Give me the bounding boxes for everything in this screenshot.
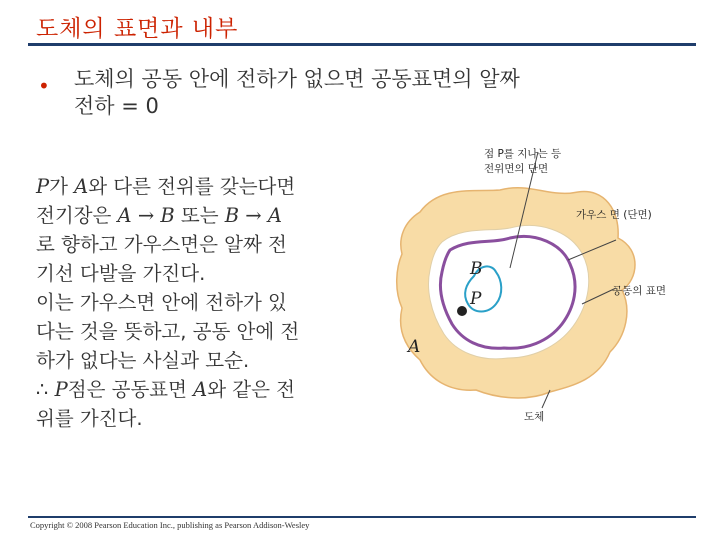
explanation-line-4: 기선 다발을 가진다. bbox=[36, 262, 206, 285]
copyright-notice: Copyright © 2008 Pearson Education Inc., publishing as Pearson Addison-Wesley bbox=[30, 520, 310, 530]
text-fragment: 점은 공동표면 bbox=[67, 378, 194, 401]
equipotential-label bbox=[484, 147, 561, 177]
text-fragment: 와 다른 전위를 갖는다면 bbox=[88, 175, 296, 198]
therefore-symbol: ∴ bbox=[36, 378, 55, 401]
text-fragment: 와 같은 전 bbox=[207, 378, 295, 401]
bullet-marker: • bbox=[38, 74, 50, 98]
point-p-label: P bbox=[470, 289, 482, 309]
explanation-line-8 bbox=[36, 375, 366, 404]
direction-b-to-a: B → A bbox=[224, 204, 282, 227]
explanation-text bbox=[36, 172, 366, 433]
equipotential-label-line-1: 점 P를 지나는 등 bbox=[484, 148, 562, 160]
symbol-a: A bbox=[74, 175, 89, 198]
gaussian-surface-label: 가우스 면 (단면) bbox=[576, 209, 652, 221]
explanation-line-1 bbox=[36, 172, 366, 201]
equipotential-label-line-2: 전위면의 단면 bbox=[484, 163, 549, 175]
title-divider bbox=[28, 43, 696, 46]
conductor-label: 도체 bbox=[524, 411, 545, 423]
point-p-marker bbox=[457, 306, 467, 316]
explanation-line-5: 이는 가우스면 안에 전하가 있 bbox=[36, 291, 287, 314]
explanation-line-6: 다는 것을 뜻하고, 공동 안에 전 bbox=[36, 320, 300, 343]
symbol-p: P bbox=[36, 175, 50, 198]
bullet-line-1: 도체의 공동 안에 전하가 없으면 공동표면의 알짜 bbox=[74, 67, 520, 91]
footer-divider bbox=[28, 516, 696, 518]
cavity-surface-label: 공동의 표면 bbox=[612, 285, 667, 297]
explanation-line-3: 로 향하고 가우스면은 알짜 전 bbox=[36, 233, 287, 256]
explanation-line-9: 위를 가진다. bbox=[36, 407, 143, 430]
point-b-label: B bbox=[470, 259, 483, 279]
symbol-p: P bbox=[54, 378, 68, 401]
bullet-text bbox=[74, 66, 694, 120]
direction-a-to-b: A → B bbox=[117, 204, 175, 227]
point-a-label: A bbox=[408, 337, 421, 357]
cavity-diagram bbox=[380, 140, 700, 440]
slide-title: 도체의 표면과 내부 bbox=[36, 16, 239, 42]
text-fragment: 전기장은 bbox=[36, 204, 118, 227]
text-fragment: 또는 bbox=[174, 204, 225, 227]
text-fragment: 가 bbox=[49, 175, 75, 198]
symbol-a: A bbox=[193, 378, 208, 401]
explanation-line-7: 하가 없다는 사실과 모순. bbox=[36, 349, 250, 372]
explanation-line-2 bbox=[36, 201, 366, 230]
bullet-line-2: 전하 = 0 bbox=[74, 94, 159, 118]
